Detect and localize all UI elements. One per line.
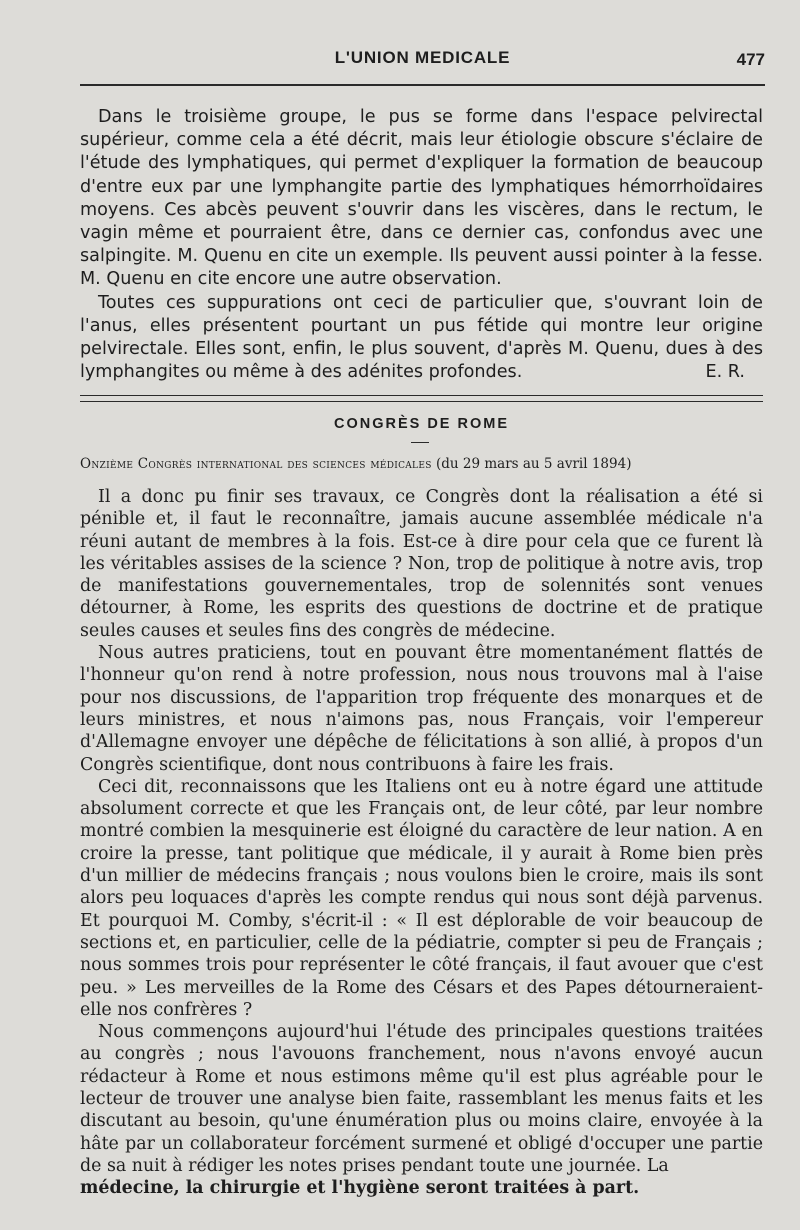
paragraph: Nous autres praticiens, tout en pouvant être momentanément flattés de l'honneur qu'on rend à notre profession, nous nous trouvons mal à l'aise pour nos discussions, de l'apparition trop fréquente des monarques et de leurs ministres, et nous n'aimons pas, nous Français, voir l'empereur d'Allemagne envoyer une dépêche de félicitations à son allié, à propos d'un Congrès scientifique, dont nous contribuons à faire les frais. [80, 643, 763, 775]
running-title: L'UNION MEDICALE [334, 48, 511, 67]
section-title: CONGRÈS DE ROME [333, 416, 509, 432]
section-congres [80, 486, 763, 1200]
paragraph [80, 292, 763, 385]
paragraph: Dans le troisième groupe, le pus se forme dans l'espace pelvirectal supérieur, comme cela a été décrit, mais leur étiologie obscure s'éclaire de l'étude des lymphatiques, qui permet d'expliquer la formation de beaucoup d'entre eux par une lymphangite partie des lymphatiques hémorrhoïdaires moyens. Ces abcès peuvent s'ouvrir dans les viscères, dans le rectum, le vagin même et pourraient être, dans ce dernier cas, confondus avec une salpingite. M. Quenu en cite un exemple. Ils peuvent aussi pointer à la fesse. M. Quenu en cite encore une autre observation. [80, 107, 763, 290]
paragraph: Ceci dit, reconnaissons que les Italiens ont eu à notre égard une attitude absolument correcte et que les Français ont, de leur côté, par leur nombre montré combien la mesquinerie est éloigné du caractère de leur nation. A en croire la presse, tant politique que médicale, il y aurait à Rome bien près d'un millier de médecins français ; nous voulons bien le croire, mais ils sont alors peu loquaces d'après les compte rendus qui nous sont déjà parvenus. Et pourquoi M. Comby, s'écrit-il : « Il est déplorable de voir beaucoup de sections et, en particulier, celle de la pédiatrie, compter si peu de Français ; nous sommes trois pour représenter le côté français, il faut avouer que c'est peu. » Les merveilles de la Rome des Césars et des Papes détourneraient-elle nos confrères ? [80, 776, 763, 1020]
section-subtitle [80, 456, 763, 472]
header-rule [80, 84, 765, 86]
paragraph: Nous commençons aujourd'hui l'étude des principales questions traitées au congrès ; nous l'avouons franchement, nous n'avons envoyé aucun rédacteur à Rome et nous estimons même qu'il est plus agréable pour le lecteur de trouver une analyse bien faite, rassemblant les menus faits et les discutant au besoin, qu'une énumération plus ou moins claire, envoyée à la hâte par un collaborateur forcément surmené et obligé d'occuper une partie de sa nuit à rédiger les notes prises pendant toute une journée. La [80, 1022, 763, 1176]
paragraph-text: Toutes ces suppurations ont ceci de particulier que, s'ouvrant loin de l'anus, elles présentent pourtant un pus fétide qui montre leur origine pelvirectale. Elles sont, enfin, le plus souvent, d'après M. Quenu, dues à des lymphangites ou même à des adénites profondes. [80, 292, 763, 383]
page-number: 477 [736, 50, 765, 69]
author-signature: E. R. [705, 362, 745, 383]
title-dash [411, 442, 429, 443]
congress-dates: (du 29 mars au 5 avril 1894) [435, 456, 632, 472]
congress-name: Onzième Congrès international des sciences médicales [80, 456, 432, 472]
section-divider [80, 395, 763, 402]
final-line: médecine, la chirurgie et l'hygiène seront traitées à part. [80, 1178, 640, 1199]
section-lymphatiques [80, 106, 763, 384]
paragraph: Il a donc pu finir ses travaux, ce Congrès dont la réalisation a été si pénible et, il faut le reconnaître, jamais aucune assemblée médicale n'a réuni autant de membres à la fois. Est-ce à dire pour cela que ce furent là les véritables assises de la science ? Non, trop de politique à notre avis, trop de manifestations gouvernementales, trop de solennités sont venues détourner, à Rome, les esprits des questions de doctrine et de pratique seules causes et seules fins des congrès de médecine. [80, 487, 763, 641]
page-header [80, 46, 765, 76]
